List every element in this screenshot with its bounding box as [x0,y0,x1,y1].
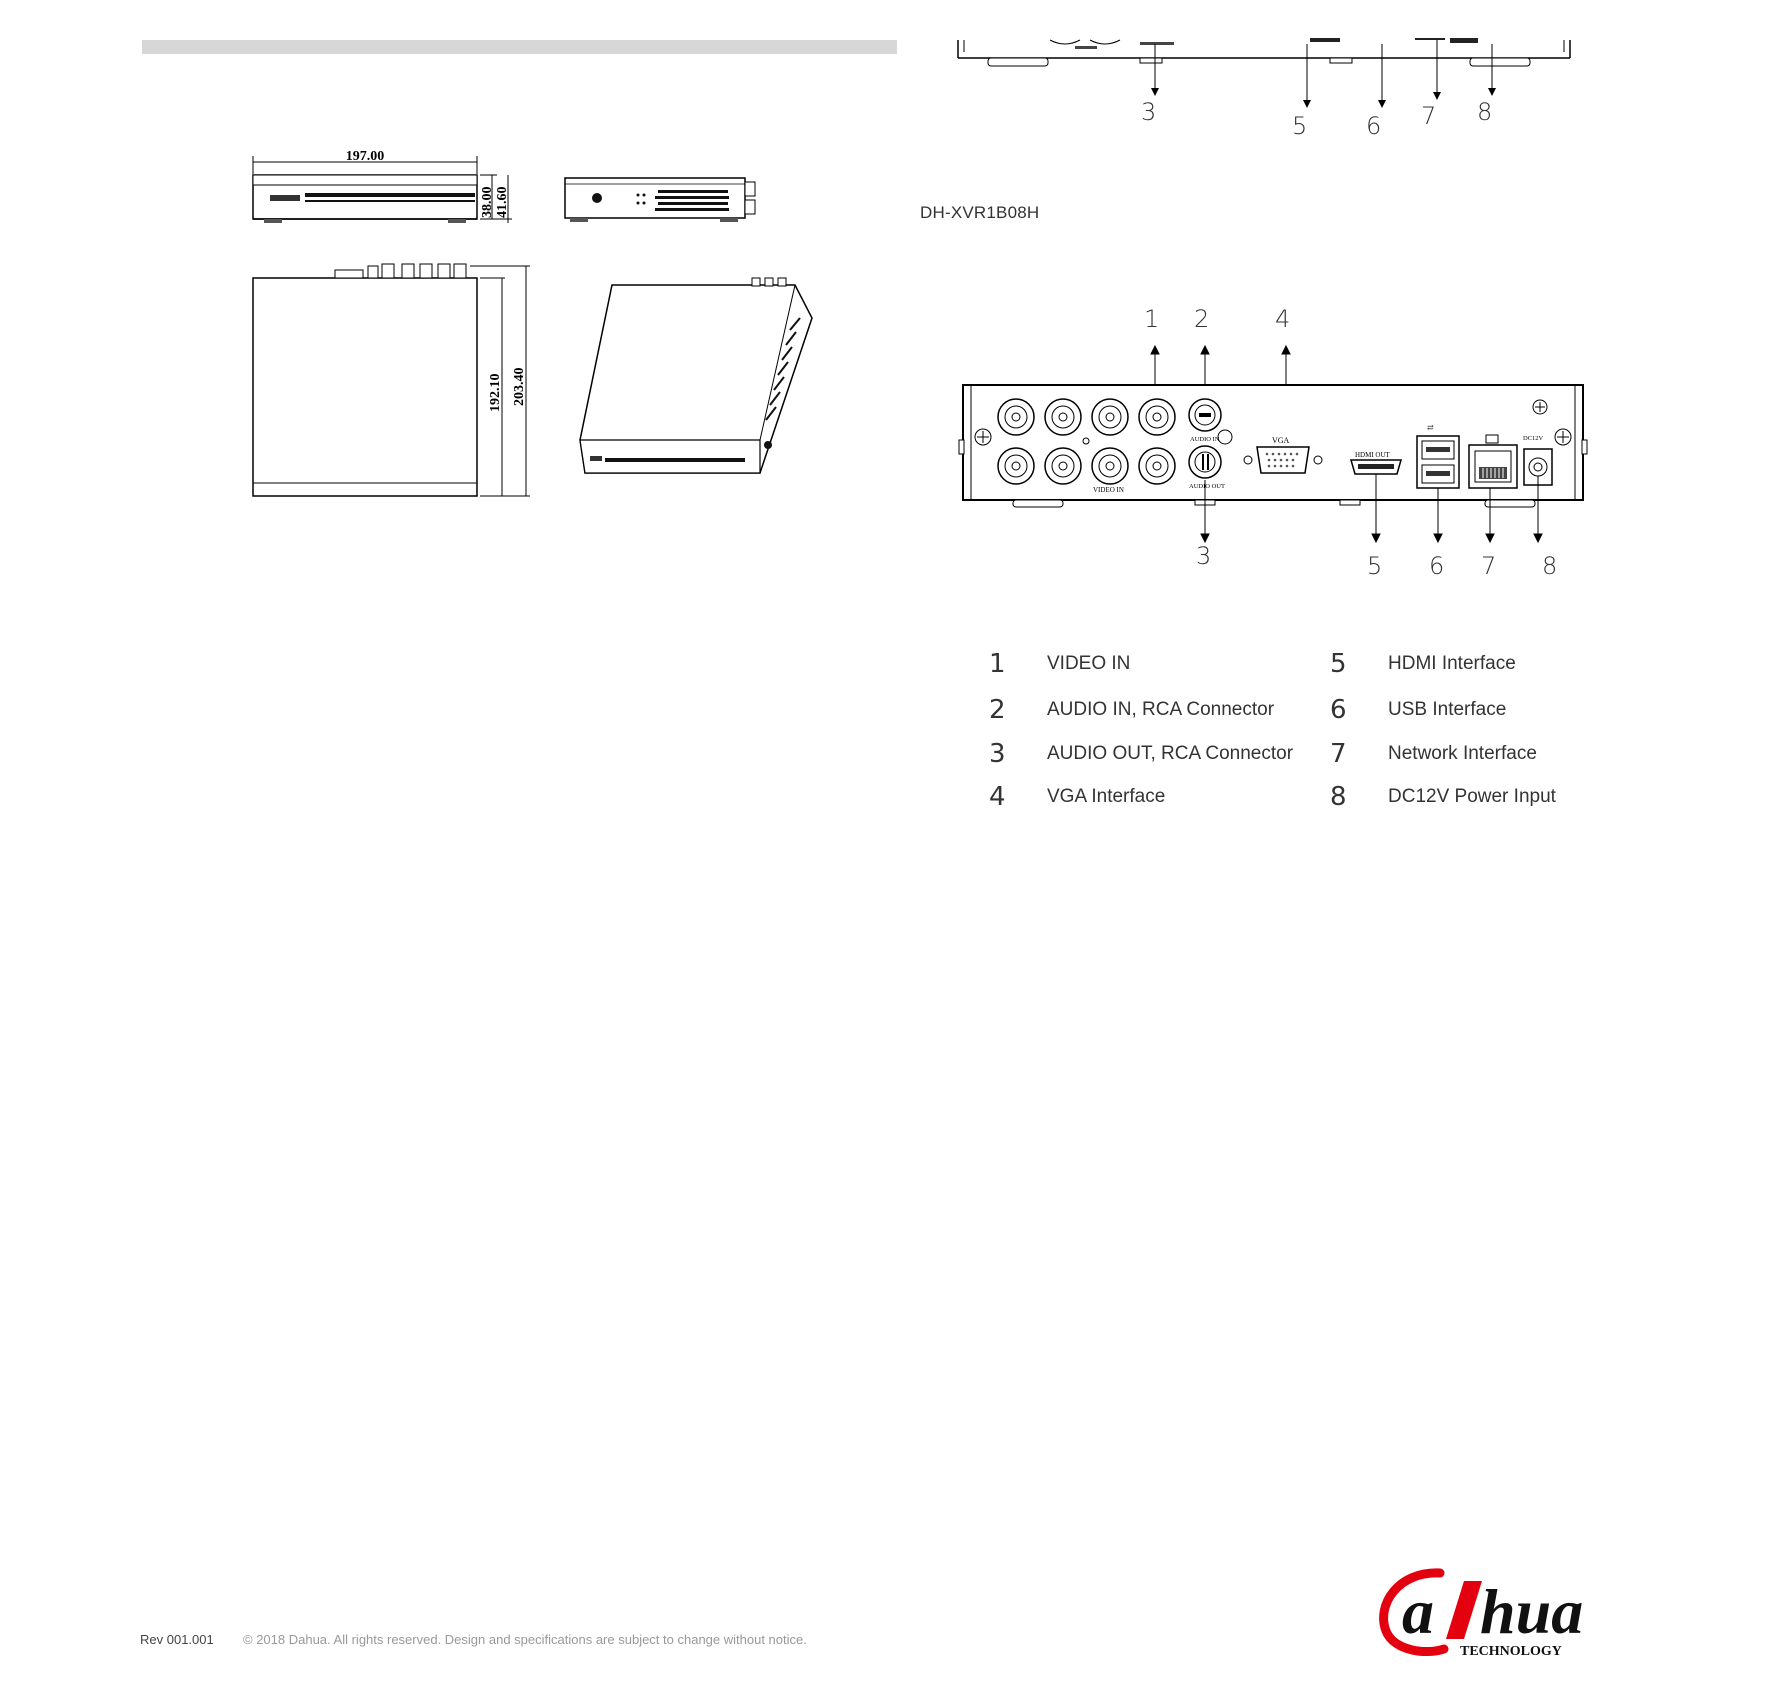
legend-item [989,738,1293,770]
dim-height-outer-label: 41.60 [495,186,510,218]
svg-text:hua: hua [1480,1576,1584,1647]
legend-number: 7 [1330,739,1347,769]
top-callout-5: 5 [1292,112,1308,140]
panel-audio-in-label: AUDIO IN [1190,436,1220,443]
rear-callout-5: 5 [1367,552,1383,580]
svg-text:⇄: ⇄ [1427,423,1434,432]
top-view-drawing [253,264,530,496]
dim-depth-inner-label: 192.10 [488,373,503,412]
footer-copyright: © 2018 Dahua. All rights reserved. Design and specifications are subject to change without notice. [243,1632,807,1647]
panel-video-in-label: VIDEO IN [1093,486,1124,494]
legend-item [989,648,1130,680]
panel-audio-out-label: AUDIO OUT [1189,483,1225,490]
rear-callout-4: 4 [1275,305,1291,333]
rear-callout-3: 3 [1196,542,1212,570]
cropped-rear-panel-drawing [940,0,1590,140]
panel-dc-label: DC12V [1523,435,1544,442]
legend-item [989,781,1165,813]
svg-text:a: a [1402,1576,1434,1647]
legend-text: AUDIO IN, RCA Connector [1047,699,1275,720]
legend-text: AUDIO OUT, RCA Connector [1047,743,1294,764]
legend-text: USB Interface [1388,699,1507,720]
top-callout-6: 6 [1366,112,1382,140]
top-callout-7: 7 [1421,102,1437,130]
legend-item [1330,694,1506,726]
legend-item [1330,781,1556,813]
rear-panel-drawing [955,340,1590,550]
dim-depth-outer-label: 203.40 [512,367,527,406]
footer-revision: Rev 001.001 [140,1632,214,1647]
legend-text: Network Interface [1388,743,1537,764]
legend-number: 8 [1330,782,1347,812]
dahua-logo [1378,1565,1650,1660]
legend-number: 1 [989,649,1006,679]
model-label: DH-XVR1B08H [920,203,1040,222]
panel-vga-label: VGA [1272,436,1290,445]
legend-number: 2 [989,695,1006,725]
rear-callout-2: 2 [1194,305,1210,333]
side-view-drawing [565,178,755,222]
dimension-drawings [240,140,820,510]
legend-text: VIDEO IN [1047,653,1131,674]
top-callout-3: 3 [1141,98,1157,126]
legend-number: 4 [989,782,1006,812]
perspective-view-drawing [580,278,812,473]
rear-callout-8: 8 [1542,552,1558,580]
legend-item [989,694,1274,726]
legend-text: VGA Interface [1047,786,1166,807]
top-callout-8: 8 [1477,98,1493,126]
rear-callout-7: 7 [1481,552,1497,580]
legend-text: HDMI Interface [1388,653,1516,674]
legend-number: 6 [1330,695,1347,725]
legend-item [1330,648,1516,680]
dim-width-label: 197.00 [345,149,385,164]
dim-height-inner-label: 38.00 [480,186,495,218]
logo-tagline: TECHNOLOGY [1460,1644,1562,1659]
legend-text: DC12V Power Input [1388,786,1556,807]
front-view-drawing [253,149,512,223]
section-header-bar [142,40,897,54]
rear-callout-6: 6 [1429,552,1445,580]
panel-hdmi-label: HDMI OUT [1355,451,1390,459]
legend-item [1330,738,1537,770]
rear-callout-1: 1 [1144,305,1160,333]
legend-number: 3 [989,739,1006,769]
legend-number: 5 [1330,649,1347,679]
